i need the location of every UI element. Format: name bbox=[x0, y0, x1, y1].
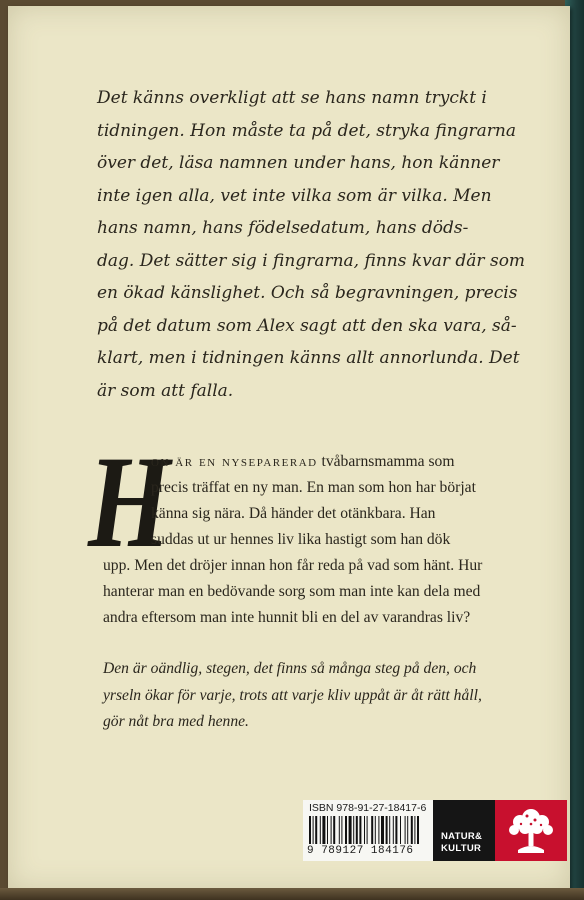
isbn-label: ISBN 978-91-27-18417-6 bbox=[309, 802, 427, 814]
publisher-logo bbox=[495, 800, 567, 861]
barcode-panel bbox=[303, 800, 433, 861]
barcode-icon bbox=[309, 816, 427, 844]
summary-line: hanterar man en bedövande sorg som man inte kan dela med bbox=[103, 583, 481, 600]
summary-first-line bbox=[103, 449, 563, 475]
excerpt-line: yrseln ökar för varje, trots att varje kliv uppåt är åt rätt håll, bbox=[103, 686, 482, 704]
quote-line: på det datum som Alex sagt att den ska vara, så- bbox=[97, 315, 517, 336]
excerpt-block bbox=[103, 656, 563, 736]
quote-line: dag. Det sätter sig i fingrarna, finns kvar där som bbox=[97, 250, 526, 271]
publisher-name-line1: NATUR& bbox=[441, 831, 483, 842]
excerpt-line: gör nåt bra med henne. bbox=[103, 713, 249, 730]
quote-line: inte igen alla, vet inte vilka som är vilka. Men bbox=[97, 185, 492, 206]
summary-line: andra eftersom man inte hunnit bli en del av varandras liv? bbox=[103, 609, 471, 626]
quote-line: över det, läsa namnen under hans, hon känner bbox=[97, 153, 500, 173]
tree-icon bbox=[500, 804, 562, 858]
excerpt-line: Den är oändlig, stegen, det finns så många steg på den, och bbox=[103, 660, 477, 677]
quote-line: tidningen. Hon måste ta på det, stryka fingrarna bbox=[97, 120, 517, 141]
summary-line: upp. Men det dröjer innan hon får reda på vad som hänt. Hur bbox=[103, 557, 483, 574]
quote-line: är som att falla. bbox=[97, 380, 234, 401]
drop-cap: H bbox=[88, 428, 171, 575]
publisher-name-line2: KULTUR bbox=[441, 843, 482, 854]
quote-line: hans namn, hans födelsedatum, hans döds- bbox=[97, 218, 469, 238]
publisher-label bbox=[433, 800, 495, 861]
quote-line: klart, men i tidningen känns allt annorlunda. Det bbox=[97, 348, 520, 368]
summary-block bbox=[103, 449, 563, 631]
summary-first-line-rest: tvåbarnsmamma som bbox=[317, 453, 455, 470]
quote-line: en ökad känslighet. Och så begravningen, precis bbox=[97, 283, 518, 303]
bottom-shadow bbox=[0, 888, 584, 900]
barcode-digits: 9 789127 184176 bbox=[307, 845, 414, 857]
quote-line: Det känns overkligt att se hans namn tryckt i bbox=[97, 88, 487, 108]
summary-line: precis träffat en ny man. En man som hon har börjat bbox=[151, 479, 476, 496]
summary-lead-smallcaps: on är en nyseparerad bbox=[151, 453, 318, 470]
summary-line: känna sig nära. Då händer det otänkbara. Han bbox=[151, 505, 436, 522]
summary-line: suddas ut ur hennes liv lika hastigt som han dök bbox=[151, 531, 451, 548]
quote-block bbox=[97, 82, 567, 407]
